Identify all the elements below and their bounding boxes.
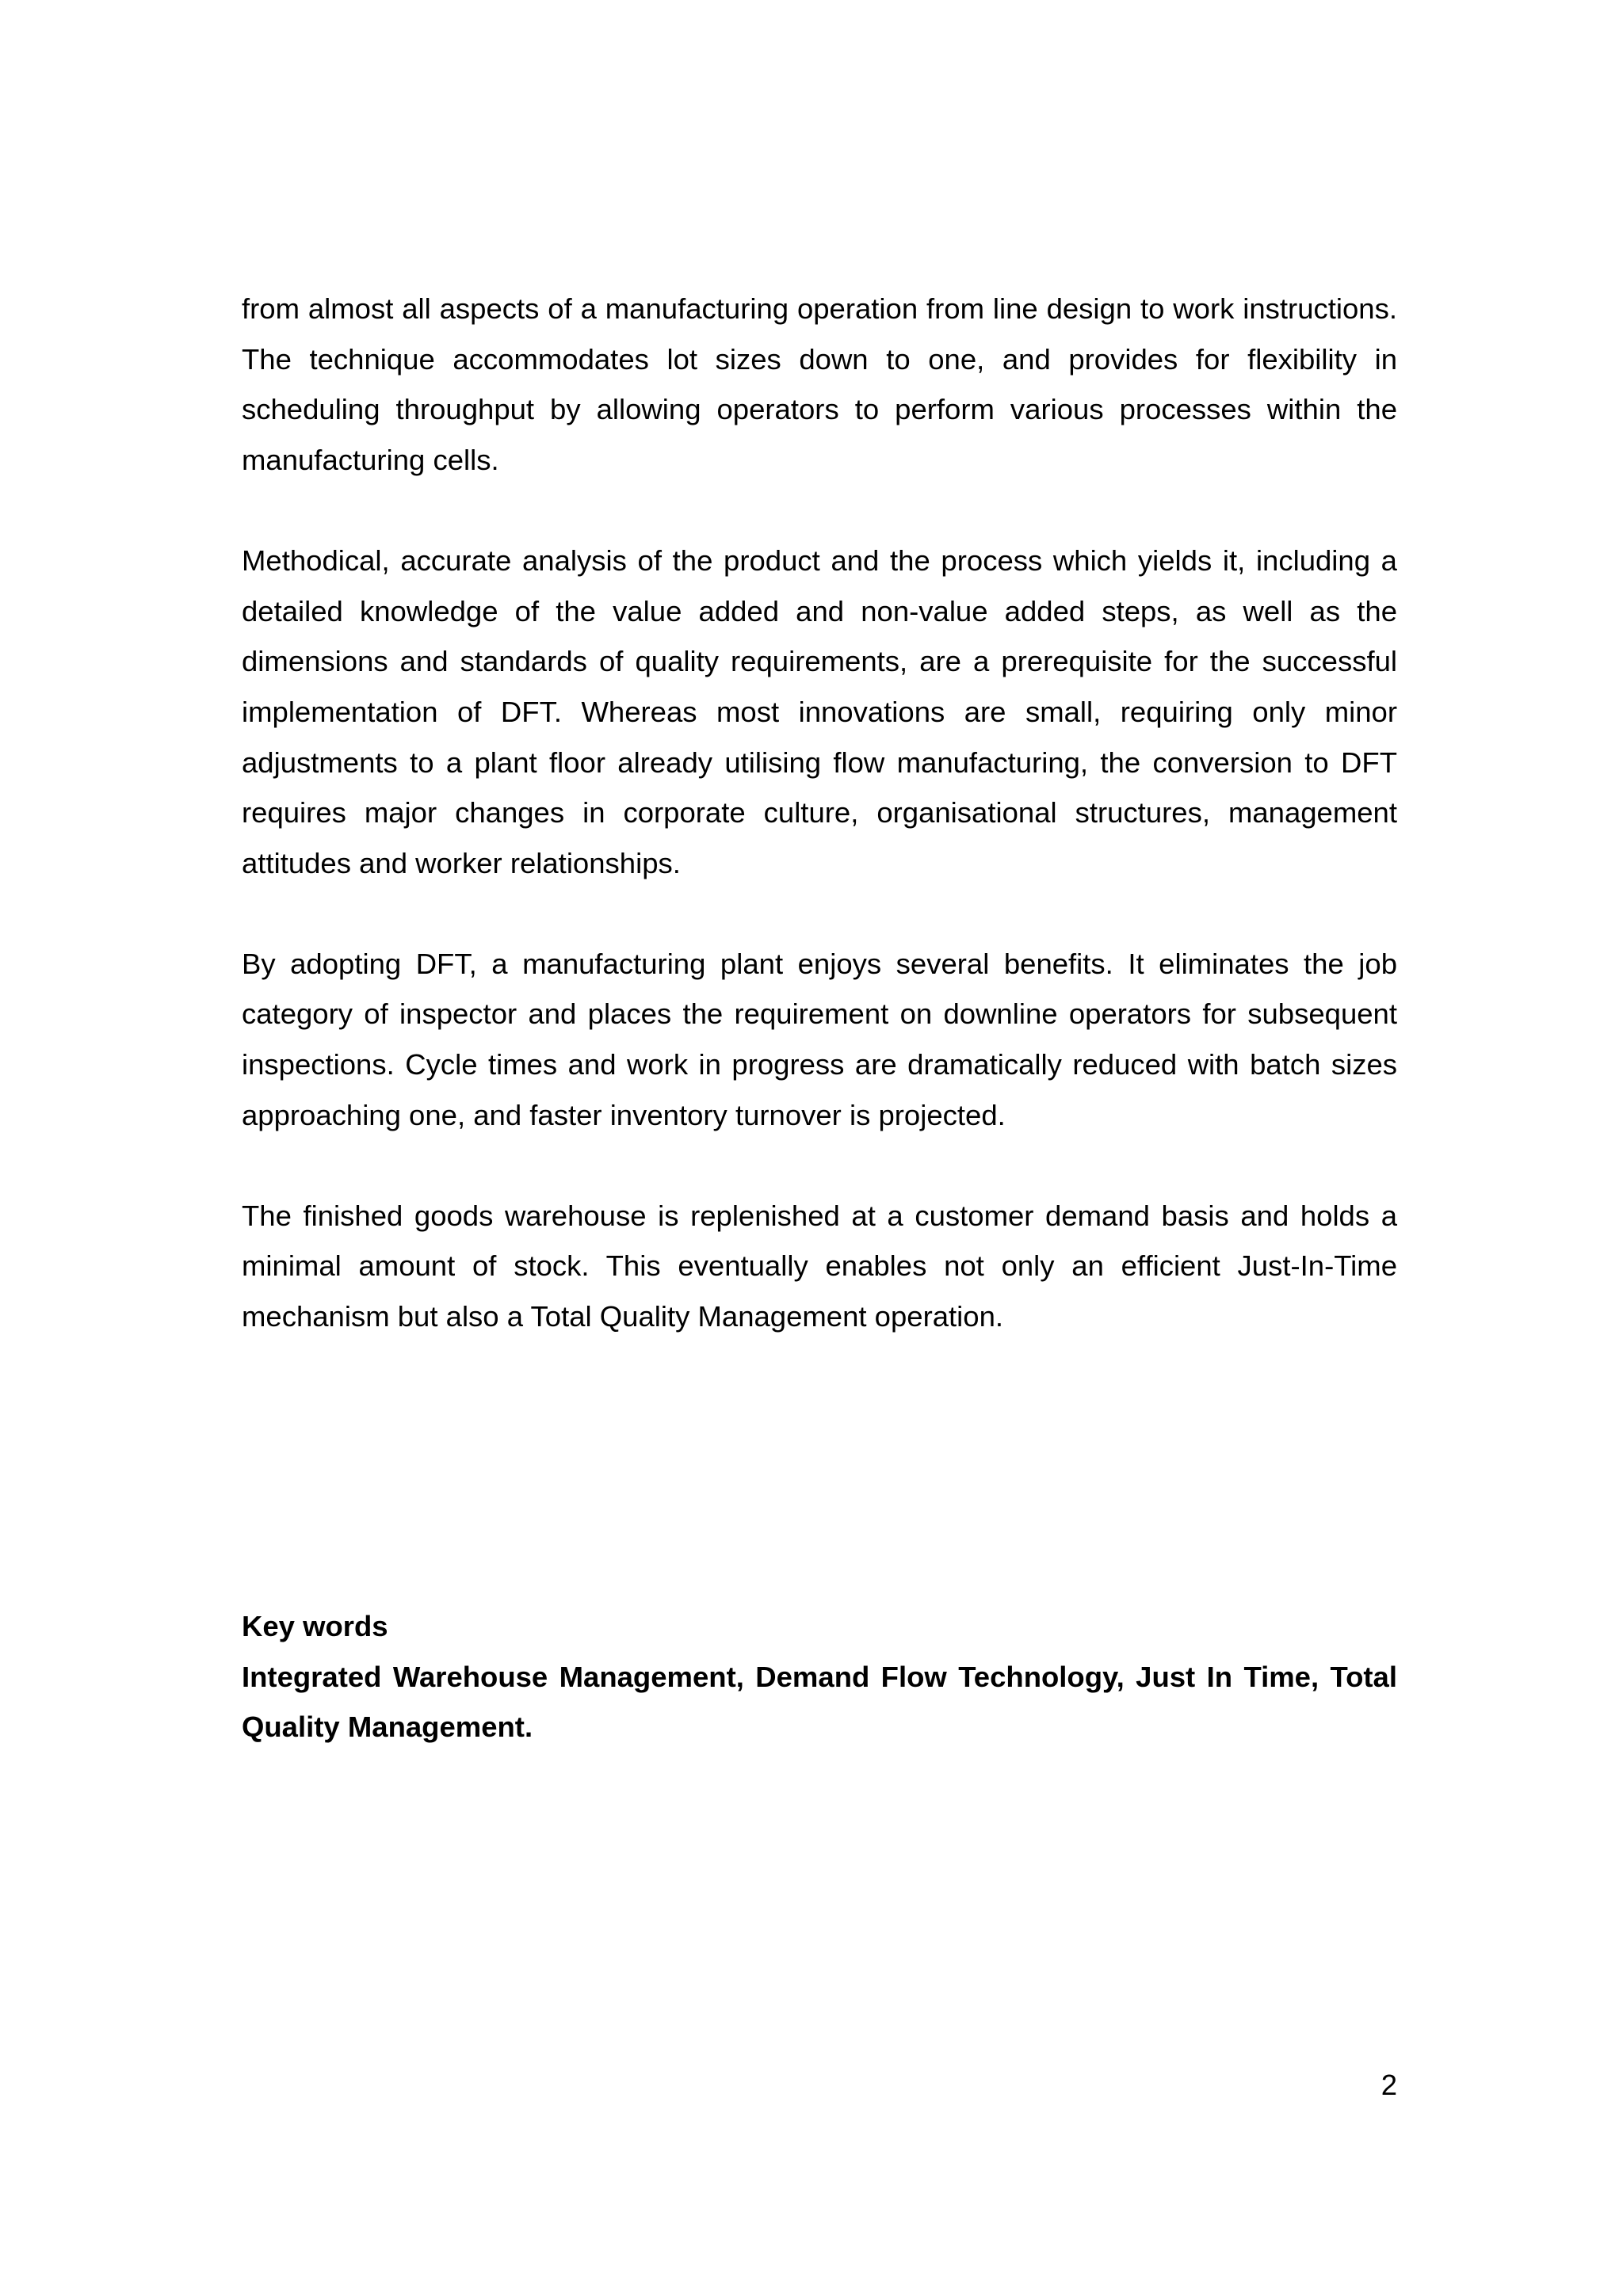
paragraph-warehouse: The finished goods warehouse is replenished at a customer demand basis and holds a minimal amount of stock. This eventually enables not only an efficient Just-In-Time mechanism but also a Total Quality Management operation.: [242, 1199, 1397, 1333]
paragraph-dft-prerequisites: Methodical, accurate analysis of the product and the process which yields it, including a detailed knowledge of the value added and non-value added steps, as well as the dimensions and standards of quality requirements, are a prerequisite for the successful implementation of DFT. Whereas most innovations are small, requiring only minor adjustments to a plant floor already utilising flow manufacturing, the conversion to DFT requires major changes in corporate culture, organisational structures, management attitudes and worker relationships.: [242, 543, 1397, 880]
paragraph-dft-scope: from almost all aspects of a manufacturing operation from line design to work instructions. The technique accommodates lot sizes down to one, and provides for flexibility in scheduling throughput by allowing operators to perform various processes within the manufacturing cells.: [242, 292, 1397, 477]
keywords-section: [242, 1601, 1397, 1753]
keywords-heading: Key words: [242, 1610, 388, 1642]
paragraph-dft-benefits: By adopting DFT, a manufacturing plant enjoys several benefits. It eliminates the job category of inspector and places the requirement on downline operators for subsequent inspections. Cycle times and work in progress are dramatically reduced with batch sizes approaching one, and faster inventory turnover is projected.: [242, 947, 1397, 1131]
keywords-list: Integrated Warehouse Management, Demand Flow Technology, Just In Time, Total Quality Management.: [242, 1660, 1397, 1744]
page-number: 2: [1381, 2069, 1397, 2101]
body-text: [242, 284, 1397, 1392]
